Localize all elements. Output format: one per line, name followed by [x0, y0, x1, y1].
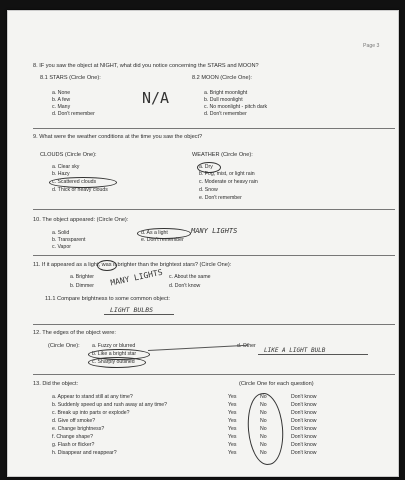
q13-item-question: e. Change brightness? — [52, 426, 105, 432]
q9-clouds-a: a. Clear sky — [52, 164, 80, 170]
q11-question: 11. If it appeared as a light, was it brighter than the brightest stars? (Circle One): — [33, 262, 232, 268]
divider — [33, 128, 395, 129]
q13-item-yes: Yes — [228, 410, 237, 416]
q8-handwritten-na: N/A — [142, 89, 170, 107]
answer-circle — [88, 357, 146, 368]
q12-question: 12. The edges of the object were: — [33, 330, 116, 336]
q8-stars-heading: 8.1 STARS (Circle One): — [40, 75, 101, 81]
q9-clouds-b: b. Hazy — [52, 171, 70, 177]
divider — [33, 209, 395, 210]
q13-item-yes: Yes — [228, 442, 237, 448]
answer-line — [258, 354, 368, 355]
q10-option-a: a. Solid — [52, 230, 70, 236]
q9-weather-e: e. Don't remember — [199, 195, 242, 201]
q9-weather-heading: WEATHER (Circle One): — [192, 152, 253, 158]
q13-item-dontknow: Don't know — [291, 450, 317, 456]
q13-item-yes: Yes — [228, 426, 237, 432]
q13-question: 13. Did the object: — [33, 381, 79, 387]
q13-item-no: No — [260, 394, 267, 400]
q13-item-dontknow: Don't know — [291, 434, 317, 440]
q13-item-dontknow: Don't know — [291, 402, 317, 408]
q12-option-c: c. Sharply outlined — [92, 359, 135, 365]
q8-moon-a: a. Bright moonlight — [204, 90, 248, 96]
q9-weather-a: a. Dry — [199, 164, 213, 170]
answer-oval — [245, 392, 286, 467]
q13-item-dontknow: Don't know — [291, 426, 317, 432]
q12-option-a: a. Fuzzy or blurred — [92, 343, 136, 349]
q9-question: 9. What were the weather conditions at the time you saw the object? — [33, 134, 203, 140]
page-label: Page 3 — [363, 43, 380, 49]
divider — [33, 374, 395, 375]
q12-option-d: d. Other — [237, 343, 256, 349]
q13-item-no: No — [260, 418, 267, 424]
q8-moon-c: c. No moonlight - pitch dark — [204, 104, 268, 110]
q11-compare-label: 11.1 Compare brightness to some common object: — [45, 296, 170, 302]
q13-item-dontknow: Don't know — [291, 442, 317, 448]
q8-stars-c: c. Many — [52, 104, 71, 110]
answer-circle — [97, 260, 117, 271]
q13-item-no: No — [260, 402, 267, 408]
divider — [33, 255, 395, 256]
q11-option-b: b. Dimmer — [70, 283, 94, 289]
q8-stars-a: a. None — [52, 90, 71, 96]
q13-circle-heading: (Circle One for each question) — [239, 381, 314, 387]
q8-stars-b: b. A few — [52, 97, 71, 103]
q9-clouds-heading: CLOUDS (Circle One): — [40, 152, 97, 158]
q8-moon-heading: 8.2 MOON (Circle One): — [192, 75, 252, 81]
q13-item-question: h. Disappear and reappear? — [52, 450, 117, 456]
q12-option-b: b. Like a bright star — [92, 351, 137, 357]
q13-item-no: No — [260, 434, 267, 440]
q10-option-e: e. Don't remember — [141, 237, 184, 243]
q13-item-no: No — [260, 410, 267, 416]
q13-item-dontknow: Don't know — [291, 394, 317, 400]
q10-handwritten: MANY LIGHTS — [191, 227, 238, 235]
document-page — [7, 10, 399, 477]
q13-item-no: No — [260, 450, 267, 456]
q13-item-question: c. Break up into parts or explode? — [52, 410, 130, 416]
answer-line — [104, 314, 174, 315]
q10-option-d: d. As a light — [141, 230, 168, 236]
q13-item-no: No — [260, 426, 267, 432]
q8-moon-d: d. Don't remember — [204, 111, 247, 117]
q11-handwritten-lights: MANY LIGHTS — [109, 267, 164, 288]
q11-option-a: a. Brighter — [70, 274, 94, 280]
q9-weather-c: c. Moderate or heavy rain — [199, 179, 258, 185]
q8-stars-d: d. Don't remember — [52, 111, 95, 117]
q13-item-yes: Yes — [228, 394, 237, 400]
q13-item-question: a. Appear to stand still at any time? — [52, 394, 133, 400]
q13-item-yes: Yes — [228, 434, 237, 440]
q10-option-b: b. Transparent — [52, 237, 86, 243]
q9-clouds-d: d. Thick or heavy clouds — [52, 187, 108, 193]
q11-handwritten-compare: LIGHT BULBS — [110, 306, 154, 314]
q8-question: 8. IF you saw the object at NIGHT, what did you notice concerning the STARS and MOON? — [33, 63, 259, 69]
connector-line — [148, 345, 248, 351]
q11-option-d: d. Don't know — [169, 283, 201, 289]
q10-question: 10. The object appeared: (Circle One): — [33, 217, 129, 223]
divider — [33, 324, 395, 325]
q10-option-c: c. Vapor — [52, 244, 71, 250]
q9-weather-b: b. Fog, mist, or light rain — [199, 171, 255, 177]
q13-item-yes: Yes — [228, 418, 237, 424]
q13-item-question: b. Suddenly speed up and rush away at any time? — [52, 402, 168, 408]
q9-weather-d: d. Snow — [199, 187, 218, 193]
q12-handwritten-other: LIKE A LIGHT BULB — [264, 347, 326, 354]
q11-option-c: c. About the same — [169, 274, 211, 280]
q13-item-dontknow: Don't know — [291, 418, 317, 424]
q13-item-yes: Yes — [228, 450, 237, 456]
q8-moon-b: b. Dull moonlight — [204, 97, 243, 103]
q13-item-dontknow: Don't know — [291, 410, 317, 416]
q13-item-question: f. Change shape? — [52, 434, 93, 440]
q13-item-question: d. Give off smoke? — [52, 418, 96, 424]
q13-item-no: No — [260, 442, 267, 448]
q12-circle-one: (Circle One): — [48, 343, 80, 349]
q13-item-yes: Yes — [228, 402, 237, 408]
q9-clouds-c: c. Scattered clouds — [52, 179, 97, 185]
q13-item-question: g. Flash or flicker? — [52, 442, 95, 448]
